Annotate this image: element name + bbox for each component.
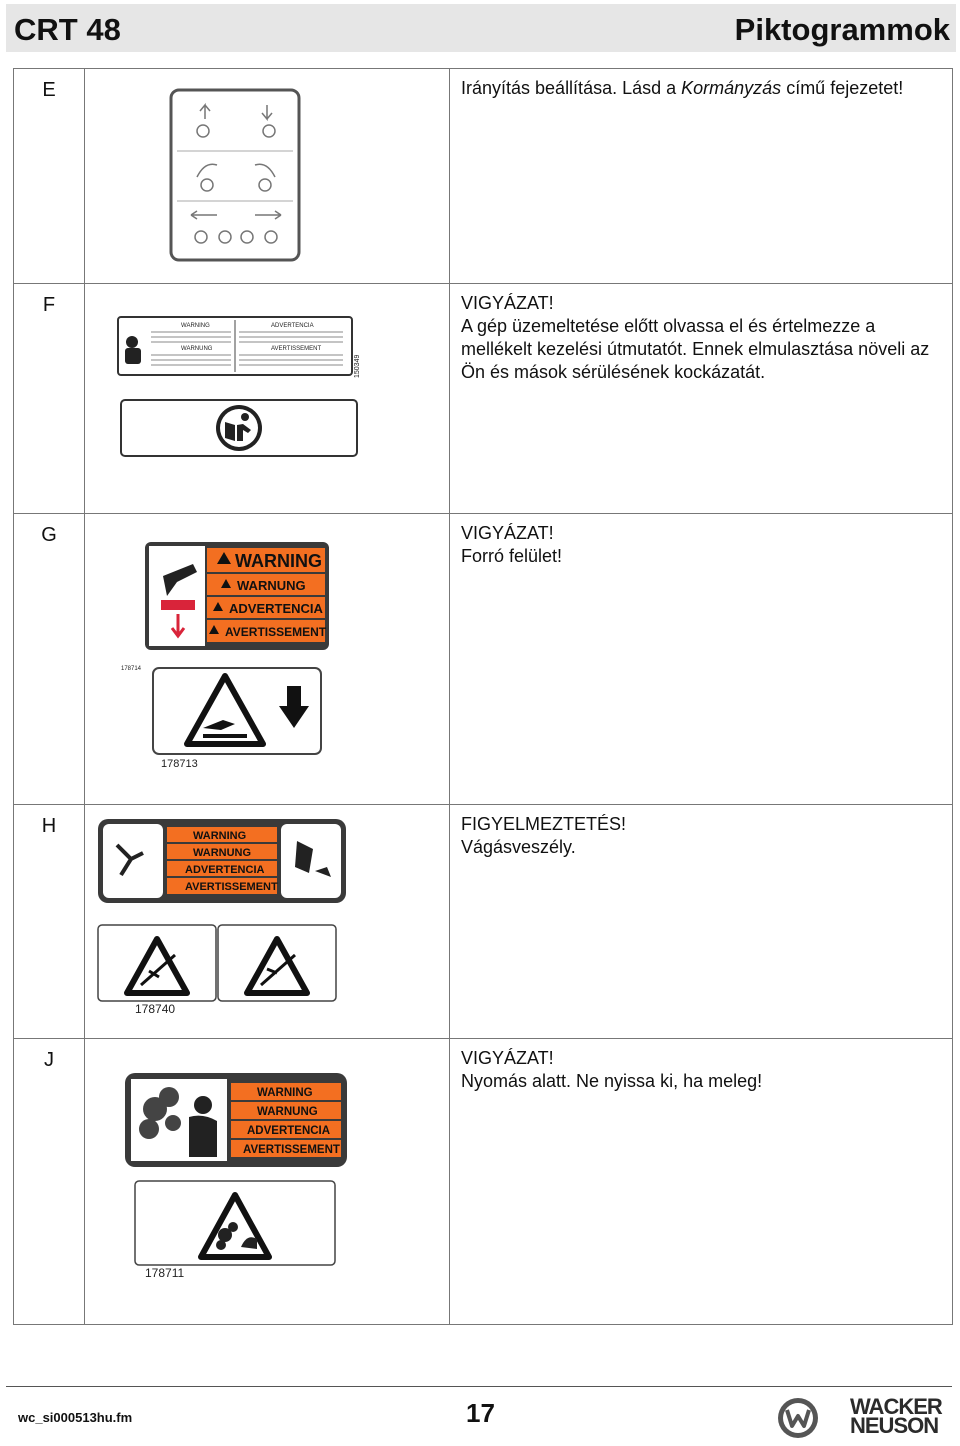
warning-heading: VIGYÁZAT! — [461, 1048, 554, 1068]
wacker-neuson-wordmark — [850, 1394, 942, 1438]
decal-warning-label: WARNUNG — [257, 1106, 318, 1118]
steering-pictogram — [85, 69, 449, 278]
decal-warning-label: ADVERTENCIA — [229, 601, 323, 616]
description-text: Nyomás alatt. Ne nyissa ki, ha meleg! — [461, 1071, 763, 1091]
decal-warning-label: WARNUNG — [181, 346, 213, 352]
description-text: Vágásveszély. — [461, 837, 576, 857]
footer-filename: wc_si000513hu.fm — [18, 1410, 133, 1425]
decal-warning-label: WARNING — [257, 1087, 313, 1099]
page-header — [6, 4, 956, 52]
decal-warning-label: WARNUNG — [237, 578, 306, 593]
cutting-hazard-decal — [85, 805, 449, 1033]
decal-warning-label: AVERTISSEMENT — [225, 625, 327, 639]
decal-number: 178714 — [121, 666, 142, 672]
warning-heading: VIGYÁZAT! — [461, 523, 554, 543]
wacker-neuson-w-logo — [776, 1396, 820, 1440]
decal-warning-label: ADVERTENCIA — [185, 864, 265, 876]
decal-number: 178740 — [135, 1002, 176, 1016]
pictogram-cell — [85, 805, 450, 1039]
decal-number: 178711 — [145, 1266, 185, 1280]
decal-number: 150349 — [354, 354, 361, 378]
decal-warning-label: AVERTISSEMENT — [243, 1144, 340, 1156]
decal-warning-label: WARNING — [193, 830, 247, 842]
row-description — [450, 514, 953, 805]
warning-heading: VIGYÁZAT! — [461, 293, 554, 313]
decal-warning-label: ADVERTENCIA — [247, 1125, 331, 1137]
table-row — [14, 805, 953, 1039]
decal-warning-label: WARNUNG — [193, 847, 252, 859]
row-letter: F — [14, 284, 85, 514]
description-text: Forró felület! — [461, 546, 563, 566]
row-letter: G — [14, 514, 85, 805]
pictogram-cell — [85, 284, 450, 672]
description-text: A gép üzemeltetése előtt olvassa el és értelmezze a mellékelt kezelési útmutatót. Ennek elmulasztása növeli az Ön és mások sérülésének kockázatát. — [461, 316, 930, 382]
description-text: Irányítás beállítása. Lásd a — [461, 78, 682, 98]
model-title: CRT 48 — [14, 12, 121, 47]
table-row — [14, 1039, 953, 1325]
row-description — [450, 284, 953, 514]
footer-divider — [6, 1386, 952, 1387]
table-row — [14, 284, 953, 514]
hot-surface-decal — [85, 514, 449, 799]
pressure-hazard-decal — [85, 1039, 449, 1319]
row-letter: J — [14, 1039, 85, 1325]
table-row — [14, 514, 953, 805]
warning-heading: FIGYELMEZTETÉS! — [461, 814, 627, 834]
row-letter: E — [14, 69, 85, 284]
description-text: című fejezetet! — [781, 78, 904, 98]
pictogram-cell — [85, 69, 450, 284]
logo-line: WACKER — [850, 1394, 942, 1419]
row-description — [450, 1039, 953, 1325]
section-title: Piktogrammok — [734, 12, 950, 47]
pictogram-cell — [85, 514, 450, 805]
pictogram-cell — [85, 1039, 450, 1325]
row-description — [450, 805, 953, 1039]
decal-warning-label: WARNING — [235, 551, 322, 571]
decal-warning-label: ADVERTENCIA — [271, 323, 314, 329]
decal-warning-label: WARNING — [181, 323, 210, 329]
pictogram-table — [13, 68, 953, 1325]
decal-warning-label: AVERTISSEMENT — [271, 346, 322, 352]
row-letter: H — [14, 805, 85, 1039]
page-number: 17 — [466, 1398, 495, 1428]
logo-line: NEUSON — [850, 1413, 939, 1438]
decal-number: 178713 — [161, 758, 198, 770]
table-row — [14, 69, 953, 284]
row-description — [450, 69, 953, 284]
manual-decal — [85, 284, 449, 514]
decal-warning-label: AVERTISSEMENT — [185, 881, 278, 893]
description-reference: Kormányzás — [681, 78, 782, 98]
